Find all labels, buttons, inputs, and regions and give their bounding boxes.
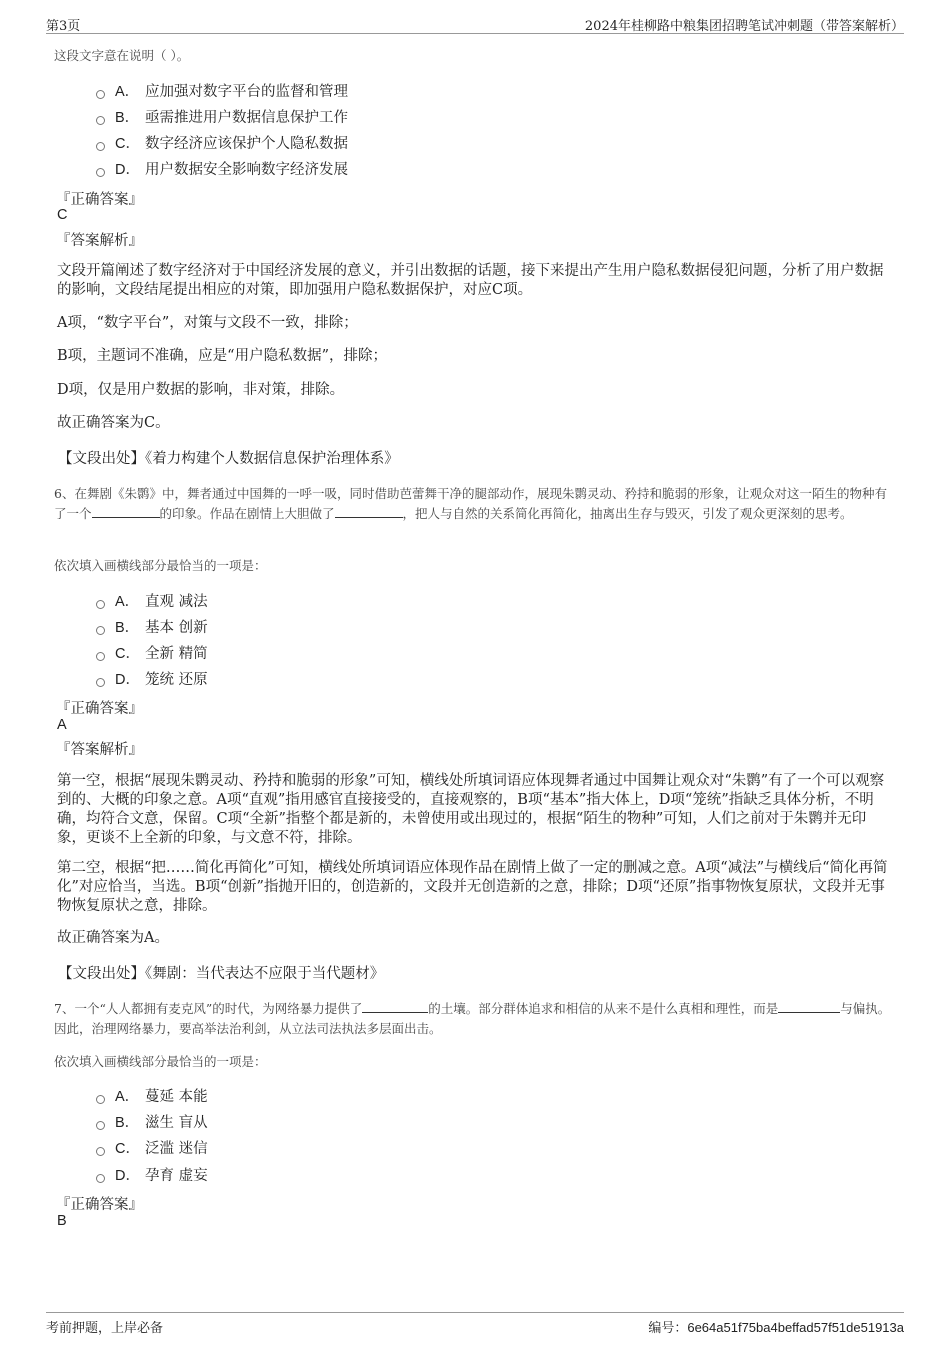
q5-prompt: 这段文字意在说明（ ）。 (54, 48, 190, 63)
q6-option-a[interactable]: A． 直观 减法 (96, 592, 208, 612)
q5-analysis-label: 『答案解析』 (56, 233, 143, 249)
q5-option-b[interactable]: B． 亟需推进用户数据信息保护工作 (96, 108, 348, 128)
radio-icon[interactable] (96, 168, 105, 177)
radio-icon[interactable] (96, 652, 105, 661)
footer-slogan: 考前押题，上岸必备 (46, 1321, 164, 1336)
q7-option-c[interactable]: C． 泛滥 迷信 (96, 1139, 208, 1159)
q6-stem: 6、在舞剧《朱鹮》中，舞者通过中国舞的一呼一吸，同时借助芭蕾舞干净的腿部动作，展现朱鹮灵动、矜持和脆弱的形象，让观众对这一陌生的物种有了一个 的印象。作品在剧情上大胆做了 ，把人与自然的关系简化再简化，抽离出生存与毁灭，引发了观众更深刻的思考。 (54, 486, 887, 521)
q5-option-c[interactable]: C． 数字经济应该保护个人隐私数据 (96, 134, 348, 154)
q5-source: 【文段出处】《着力构建个人数据信息保护治理体系》 (58, 451, 399, 467)
q7-stem: 7、一个“人人都拥有麦克风”的时代，为网络暴力提供了 的土壤。部分群体追求和相信的从来不是什么真相和理性，而是 与偏执。因此，治理网络暴力，要高举法治利剑，从立法司法执法多层面出击。 (54, 1001, 891, 1036)
blank-line (335, 505, 403, 518)
q6-source: 【文段出处】《舞剧：当代表达不应限于当代题材》 (58, 966, 385, 982)
blank-line (362, 1000, 428, 1013)
q7-answer: B (57, 1213, 67, 1229)
radio-icon[interactable] (96, 116, 105, 125)
q6-answer-label: 『正确答案』 (56, 701, 143, 717)
q5-analysis-p2: A项，“数字平台”，对策与文段不一致，排除； (57, 315, 358, 331)
q7-option-a[interactable]: A． 蔓延 本能 (96, 1087, 208, 1107)
q7-option-b[interactable]: B． 滋生 盲从 (96, 1113, 208, 1133)
q5-answer-label: 『正确答案』 (56, 192, 143, 208)
q5-analysis-p5: 故正确答案为C。 (57, 415, 170, 431)
document-id: 编号：6e64a51f75ba4beffad57f51de51913a (648, 1320, 904, 1335)
page-header (46, 13, 904, 34)
page-footer (46, 1312, 904, 1337)
q7-option-d[interactable]: D． 孕育 虚妄 (96, 1166, 208, 1186)
radio-icon[interactable] (96, 1147, 105, 1156)
page-number: 第3页 (46, 19, 81, 34)
radio-icon[interactable] (96, 600, 105, 609)
q5-option-d[interactable]: D． 用户数据安全影响数字经济发展 (96, 160, 348, 180)
blank-line (778, 1000, 840, 1013)
q6-prompt: 依次填入画横线部分最恰当的一项是： (54, 558, 267, 573)
q6-analysis-p2: 第二空，根据“把……简化再简化”可知，横线处所填词语应体现作品在剧情上做了一定的删减之意。A项“减法”与横线后“简化再简化”对应恰当，当选。B项“创新”指抛开旧的，创造新的，文段并无创造新的之意，排除；D项“还原”指事物恢复原状，文段并无事物恢复原状之意，排除。 (57, 860, 888, 914)
q6-analysis-p3: 故正确答案为A。 (57, 930, 169, 946)
q6-analysis-p1: 第一空，根据“展现朱鹮灵动、矜持和脆弱的形象”可知，横线处所填词语应体现舞者通过中国舞让观众对“朱鹮”有了一个可以观察到的、大概的印象之意。A项“直观”指用感官直接接受的，直接观察的，B项“基本”指大体上，D项“笼统”指缺乏具体分析，不明确，均符合文意，保留。C项“全新”指整个都是新的，未曾使用或出现过的，根据“陌生的物种”可知，人们之前对于朱鹮并无印象，更谈不上全新的印象，与文意不符，排除。 (57, 773, 885, 846)
radio-icon[interactable] (96, 1121, 105, 1130)
q5-analysis-p4: D项，仅是用户数据的影响，非对策，排除。 (57, 382, 345, 398)
radio-icon[interactable] (96, 90, 105, 99)
q6-answer: A (57, 717, 67, 733)
radio-icon[interactable] (96, 142, 105, 151)
radio-icon[interactable] (96, 678, 105, 687)
q5-option-a[interactable]: A． 应加强对数字平台的监督和管理 (96, 82, 348, 102)
document-title: 2024年桂柳路中粮集团招聘笔试冲刺题（带答案解析） (584, 19, 904, 34)
radio-icon[interactable] (96, 626, 105, 635)
q6-option-c[interactable]: C． 全新 精简 (96, 644, 208, 664)
blank-line (92, 505, 160, 518)
q5-analysis-p1: 文段开篇阐述了数字经济对于中国经济发展的意义，并引出数据的话题，接下来提出产生用户隐私数据侵犯问题，分析了用户数据的影响，文段结尾提出相应的对策，即加强用户隐私数据保护，对应C项。 (57, 263, 884, 298)
q5-analysis-p3: B项，主题词不准确，应是“用户隐私数据”，排除； (57, 348, 387, 364)
q7-answer-label: 『正确答案』 (56, 1197, 143, 1213)
q7-prompt: 依次填入画横线部分最恰当的一项是： (54, 1054, 267, 1069)
q6-option-d[interactable]: D． 笼统 还原 (96, 670, 208, 690)
q5-answer: C (57, 207, 68, 223)
q6-analysis-label: 『答案解析』 (56, 742, 143, 758)
q6-option-b[interactable]: B． 基本 创新 (96, 618, 208, 638)
radio-icon[interactable] (96, 1095, 105, 1104)
radio-icon[interactable] (96, 1174, 105, 1183)
